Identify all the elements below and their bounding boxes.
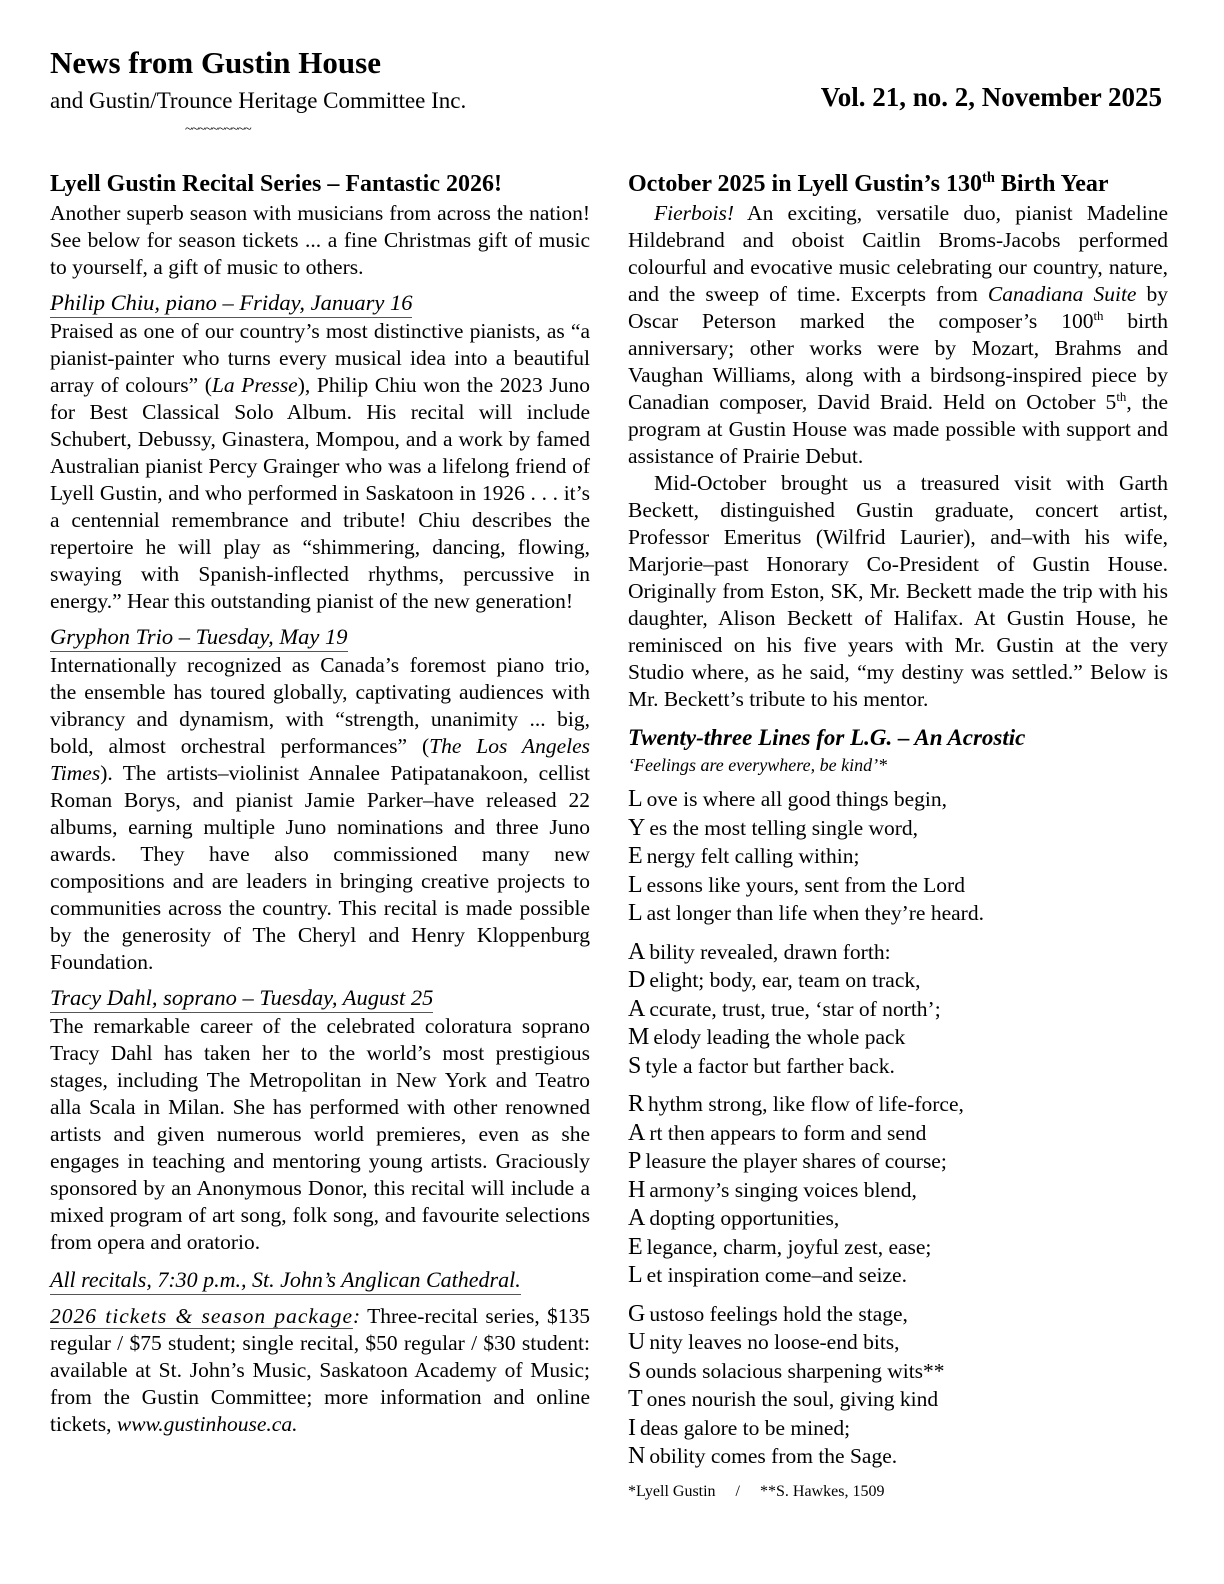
paragraph-text: by Oscar Peterson marked the composer’s 100 xyxy=(628,282,1169,333)
poem-epigraph: ‘Feelings are everywhere, be kind’* xyxy=(628,755,888,775)
website-link[interactable]: www.gustinhouse.ca. xyxy=(116,1412,298,1436)
event-tracy-dahl xyxy=(50,976,590,1256)
poem-stanza xyxy=(628,785,1168,928)
paragraph-text: , the program at Gustin House was made possible with support and assistance of Prairie Debut. xyxy=(628,390,1168,468)
poem-line-text: nity leaves no loose-end bits, xyxy=(649,1330,900,1354)
poem-stanza xyxy=(628,1300,1168,1471)
poem-line xyxy=(628,1052,1168,1081)
event-heading: Tracy Dahl, soprano – Tuesday, August 25 xyxy=(50,984,433,1013)
poem-line xyxy=(628,1147,1168,1176)
ordinal-suffix: th xyxy=(1116,389,1127,404)
poem-line xyxy=(628,966,1168,995)
poem-line xyxy=(628,938,1168,967)
ordinal-suffix: th xyxy=(1093,308,1104,323)
poem-line-text: nergy felt calling within; xyxy=(646,844,860,868)
poem-line xyxy=(628,871,1168,900)
publication-name: The Los Angeles Times xyxy=(50,734,590,785)
poem-line xyxy=(628,1176,1168,1205)
event-text: ), Philip Chiu won the 2023 Juno for Best Classical Solo Album. His recital will include Schubert, Debussy, Ginastera, Mompou, and a work by famed Australian pianist Percy Grainger who was a lifelong friend of Lyell Gustin, and who performed in Saskatoon in 1926 . . . it’s a centennial remembrance and tribute! Chiu describes the repertoire he will play as “shimmering, dancing, flowing, swaying with Spanish-inflected rhythms, percussive in energy.” Hear this outstanding pianist of the new generation! xyxy=(50,373,591,613)
october-heading xyxy=(628,168,1168,200)
poem-line xyxy=(628,1119,1168,1148)
acrostic-initial: A xyxy=(628,995,646,1022)
poem-line-text: elight; body, ear, team on track, xyxy=(649,968,921,992)
poem-line-text: deas galore to be mined; xyxy=(640,1415,851,1440)
poem-line-text: et inspiration come–and seize. xyxy=(646,1263,907,1287)
acrostic-initial: E xyxy=(628,843,643,869)
acrostic-initial: S xyxy=(628,1357,642,1384)
poem-line-text: hythm strong, like flow of life-force, xyxy=(648,1092,964,1116)
acrostic-initial: L xyxy=(628,871,643,898)
recital-series-intro: Another superb season with musicians from across the nation! See below for season tickets ... a fine Christmas gift of music to yourself, a gift of music to others. xyxy=(50,201,590,279)
paragraph-text: birth anniversary; other works were by Mozart, Brahms and Vaughan Williams, along with a birdsong-inspired piece by Canadian composer, David Braid. Held on October 5 xyxy=(628,309,1169,414)
poem-line-text: es the most telling single word, xyxy=(649,815,919,840)
poem-line-text: ove is where all good things begin, xyxy=(646,787,948,811)
poem-line xyxy=(628,1385,1168,1414)
heading-text: October 2025 in Lyell Gustin’s 130 xyxy=(628,171,983,197)
publication-name: La Presse xyxy=(211,373,298,397)
acrostic-initial: H xyxy=(628,1176,646,1203)
fierbois-paragraph xyxy=(628,200,1168,470)
poem-line xyxy=(628,814,1168,843)
tickets-info xyxy=(50,1303,590,1438)
poem-line-text: ustoso feelings hold the stage, xyxy=(649,1301,908,1326)
poem-line-text: ones nourish the soul, giving kind xyxy=(646,1387,939,1411)
event-description xyxy=(50,318,590,615)
acrostic-initial: L xyxy=(628,786,643,812)
acrostic-initial: R xyxy=(628,1091,645,1117)
acrostic-initial: A xyxy=(628,1119,646,1146)
acrostic-initial: A xyxy=(628,1205,646,1231)
poem-stanza xyxy=(628,938,1168,1081)
poem-line xyxy=(628,1414,1168,1443)
volume-issue: Vol. 21, no. 2, November 2025 xyxy=(820,82,1162,112)
poem-line xyxy=(628,995,1168,1024)
acrostic-initial: G xyxy=(628,1300,646,1327)
poem-line-text: rt then appears to form and send xyxy=(649,1120,927,1145)
event-description xyxy=(50,652,590,976)
event-heading: Gryphon Trio – Tuesday, May 19 xyxy=(50,623,348,652)
newsletter-title: News from Gustin House xyxy=(50,45,381,80)
acrostic-initial: M xyxy=(628,1024,650,1050)
acrostic-initial: I xyxy=(628,1414,636,1441)
acrostic-initial: T xyxy=(628,1386,643,1412)
poem-line xyxy=(628,1090,1168,1119)
poem-title: Twenty-three Lines for L.G. – An Acrostic xyxy=(628,725,1026,750)
poem-line-text: bility revealed, drawn forth: xyxy=(649,939,891,964)
poem-line-text: ounds solacious sharpening wits** xyxy=(645,1358,945,1383)
poem-body xyxy=(628,785,1168,1471)
poem-line-text: leasure the player shares of course; xyxy=(645,1149,947,1173)
poem-line xyxy=(628,1442,1168,1471)
acrostic-initial: L xyxy=(628,1262,643,1288)
beckett-paragraph: Mid-October brought us a treasured visit with Garth Beckett, distinguished Gustin graduate, concert artist, Professor Emeritus (Wilfrid Laurier), and–with his wife, Marjorie–past Honorary Co-President of Gustin House. Originally from Eston, SK, Mr. Beckett made the trip with his daughter, Alison Beckett of Halifax. At Gustin House, he reminisced on his five years with Mr. Gustin at the very Studio where, as he said, “my destiny was settled.” Below is Mr. Beckett’s tribute to his mentor. xyxy=(628,471,1168,711)
poem-line xyxy=(628,1300,1168,1329)
poem-line xyxy=(628,1328,1168,1357)
poem-line-text: ast longer than life when they’re heard. xyxy=(646,901,984,925)
poem-line xyxy=(628,899,1168,928)
acrostic-initial: P xyxy=(628,1148,642,1174)
heading-text: Birth Year xyxy=(994,171,1109,197)
right-column xyxy=(628,168,1168,1503)
acrostic-initial: U xyxy=(628,1329,646,1355)
poem-line-text: elody leading the whole pack xyxy=(653,1025,906,1049)
poem-line xyxy=(628,842,1168,871)
poem-footnote: *Lyell Gustin / **S. Hawkes, 1509 xyxy=(628,1482,885,1500)
ordinal-suffix: th xyxy=(982,170,995,186)
event-text: ). The artists–violinist Annalee Patipatanakoon, cellist Roman Borys, and pianist Jamie Parker–have released 22 albums, earning multiple Juno nominations and three Juno awards. They have also commissioned many new compositions and are leaders in bringing creative projects to communities across the country. This recital is made possible by the generosity of The Cheryl and Henry Kloppenburg Foundation. xyxy=(50,761,590,974)
event-philip-chiu xyxy=(50,281,590,615)
acrostic-initial: E xyxy=(628,1233,643,1260)
poem-line-text: tyle a factor but farther back. xyxy=(645,1053,895,1078)
poem-line xyxy=(628,785,1168,814)
paragraph-text: An exciting, versatile duo, pianist Madeline Hildebrand and oboist Caitlin Broms-Jacobs performed colourful and evocative music celebrating our country, nature, and the sweep of time. Excerpts from xyxy=(628,201,1168,306)
poem-line xyxy=(628,1357,1168,1386)
left-column xyxy=(50,168,590,1438)
work-title: Canadiana Suite xyxy=(987,282,1137,306)
poem-line xyxy=(628,1233,1168,1262)
poem-line-text: legance, charm, joyful zest, ease; xyxy=(646,1234,932,1259)
poem-line-text: dopting opportunities, xyxy=(649,1206,840,1230)
acrostic-initial: Y xyxy=(628,814,646,841)
event-text: Praised as one of our country’s most distinctive pianists, as “a pianist-painter who turns every musical idea into a beautiful array of colours” ( xyxy=(50,319,590,397)
event-gryphon-trio xyxy=(50,615,590,976)
acrostic-initial: S xyxy=(628,1052,642,1079)
event-description: The remarkable career of the celebrated coloratura soprano Tracy Dahl has taken her to the world’s most prestigious stages, including The Metropolitan in New York and Teatro alla Scala in Milan. She has performed with other renowned artists and given numerous world premieres, even as she engages in teaching and mentoring young artists. Graciously sponsored by an Anonymous Donor, this recital will include a mixed program of art song, folk song, and favourite selections from opera and oratorio. xyxy=(50,1014,590,1254)
poem-line xyxy=(628,1023,1168,1052)
all-recitals-note: All recitals, 7:30 p.m., St. John’s Anglican Cathedral. xyxy=(50,1266,521,1295)
tickets-text: Three-recital series, $135 regular / $75 student; single recital, $50 regular / $30 student: available at St. John’s Music, Saskatoon Academy of Music; from the Gustin Committee; more information and online tickets, xyxy=(50,1304,591,1436)
ornament-divider: ~~~~~~~~~~ xyxy=(185,122,251,137)
poem-line-text: ccurate, trust, true, ‘star of north’; xyxy=(649,996,941,1021)
acrostic-initial: D xyxy=(628,967,646,993)
acrostic-initial: L xyxy=(628,900,643,926)
newsletter-subtitle: and Gustin/Trounce Heritage Committee Inc. xyxy=(50,88,467,113)
poem-line xyxy=(628,1204,1168,1233)
event-heading: Philip Chiu, piano – Friday, January 16 xyxy=(50,289,412,318)
ensemble-name: Fierbois! xyxy=(654,201,735,225)
poem-line-text: armony’s singing voices blend, xyxy=(649,1177,917,1202)
tickets-label: 2026 tickets & season package xyxy=(50,1304,353,1328)
poem-stanza xyxy=(628,1090,1168,1290)
poem-line-text: essons like yours, sent from the Lord xyxy=(646,872,965,897)
acrostic-initial: N xyxy=(628,1443,646,1469)
poem-line-text: obility comes from the Sage. xyxy=(649,1444,898,1468)
event-text: Internationally recognized as Canada’s foremost piano trio, the ensemble has toured globally, captivating audiences with vibrancy and dynamism, with “strength, unanimity ... big, bold, almost orchestral performances” ( xyxy=(50,653,590,758)
acrostic-initial: A xyxy=(628,938,646,965)
tickets-colon: : xyxy=(353,1304,361,1328)
poem-line xyxy=(628,1261,1168,1290)
recital-series-heading: Lyell Gustin Recital Series – Fantastic 2026! xyxy=(50,171,502,197)
